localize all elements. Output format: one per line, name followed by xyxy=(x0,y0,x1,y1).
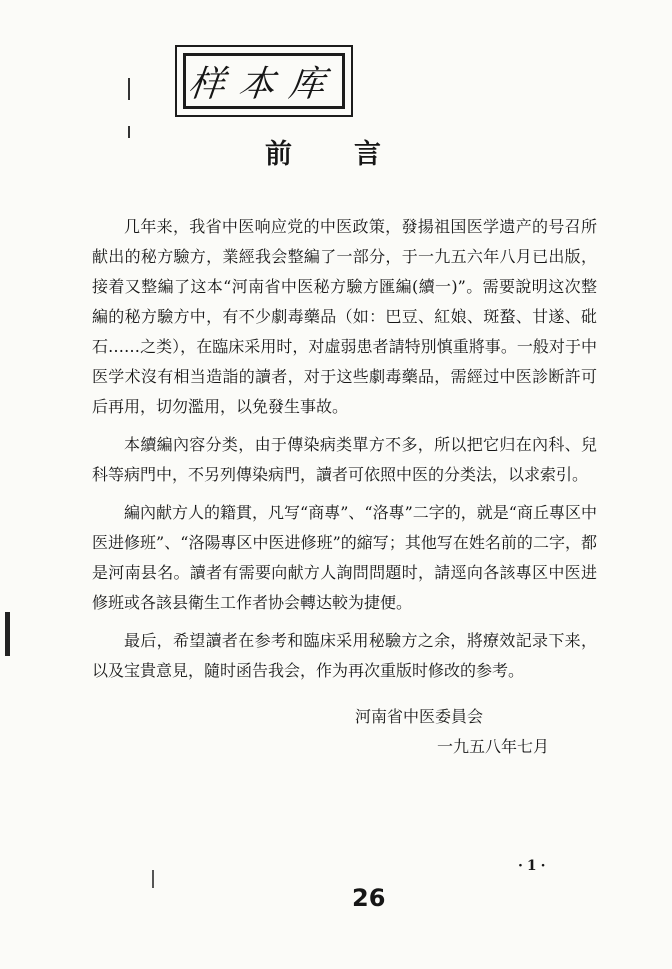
binding-mark xyxy=(5,612,10,656)
page-title: 前言 xyxy=(265,139,443,170)
paragraph: 編內献方人的籍貫，凡写“商專”、“洛專”二字的，就是“商丘專区中医进修班”、“洛陽專区中医进修班”的縮写；其他写在姓名前的二字，都是河南县名。讀者有需要向献方人詢問問題时，請逕向各該專区中医进修班或各該县衛生工作者协会轉达較为捷便。 xyxy=(92,503,597,612)
scan-mark xyxy=(152,870,154,888)
signature-org: 河南省中医委員会 xyxy=(355,707,484,726)
paragraph: 几年来，我省中医响应党的中医政策，發揚祖国医学遗产的号召所献出的秘方驗方，業經我会整編了一部分，于一九五六年八月已出版，接着又整編了这本“河南省中医秘方驗方匯編(續一)”。需要說明这次整編的秘方驗方中，有不少劇毒藥品（如：巴豆、紅娘、斑蝥、甘遂、砒石……之类），在臨床采用时，对虛弱患者請特別慎重將事。一般对于中医学术沒有相当造詣的讀者，对于这些劇毒藥品，需經过中医診断許可后再用，切勿濫用，以免發生事故。 xyxy=(92,217,597,416)
stamped-number: 26 xyxy=(352,884,386,912)
library-stamp xyxy=(175,45,353,117)
margin-mark xyxy=(128,78,130,100)
page-number: ·1· xyxy=(518,858,550,874)
paragraph: 最后，希望讀者在参考和臨床采用秘驗方之余，將療效記录下来，以及宝貴意見，隨时函告我会，作为再次重版时修改的参考。 xyxy=(92,631,597,680)
signature-block xyxy=(355,702,549,762)
signature-date: 一九五八年七月 xyxy=(437,737,550,756)
preface-body xyxy=(92,212,597,694)
paragraph: 本續編內容分类，由于傳染病类單方不多，所以把它归在內科、兒科等病門中，不另列傳染病門，讀者可依照中医的分类法，以求索引。 xyxy=(92,435,597,484)
library-stamp-text: 样本库 xyxy=(186,63,341,105)
library-stamp-frame xyxy=(183,53,345,109)
margin-mark xyxy=(128,126,130,138)
